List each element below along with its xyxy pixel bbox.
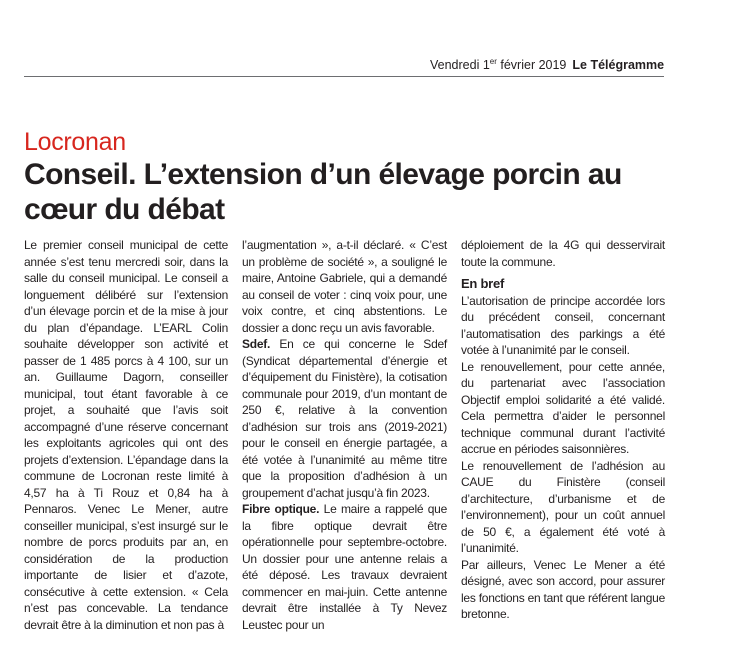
paragraph: Par ailleurs, Venec Le Mener a été désigné, avec son accord, pour assurer les fonctions en tant que référent langue bretonne.	[461, 557, 665, 621]
section-subheading: En bref	[461, 276, 505, 291]
paragraph-lead: Fibre optique.	[242, 502, 320, 516]
paragraph: Le renouvellement, pour cette année, du partenariat avec l’association Objectif emploi solidarité a été validé. Cela permettra d’aider le personnel technique communal durant l’activité accrue en périodes saisonnières.	[461, 359, 665, 456]
paragraph-lead: Sdef.	[242, 337, 271, 351]
paragraph: l’augmentation », a-t-il déclaré. « C’est un problème de société », a souligné le maire, Antoine Gabriele, qui a demandé au conseil de voter : cinq voix pour, une voix contre, et cinq abstentions. Le dossier a donc reçu un avis favorable.	[242, 238, 447, 335]
header-date: Vendredi 1er février 2019	[430, 57, 567, 73]
paragraph: Le premier conseil municipal de cette année s’est tenu mercredi soir, dans la salle du conseil municipal. Le conseil a longuement délibéré sur l’extension d’un élevage porcin et de la mise à jour du plan d’épandage. L’EARL Colin souhaite développer son activité et passer de 1 485 porcs à 4 100, sur un an. Guillaume Dagorn, conseiller municipal, tout étant favorable à ce projet, a souhaité que l’avis soit accompagné d’une réserve concernant les exploitants agricoles qui ont des projets d’extension. L’épandage dans la commune de Locronan reste limité à 4,57 ha à Ti Rouz et 0,84 ha à Pennaros. Venec Le Mener, autre conseiller municipal, s’est insurgé sur le nombre de porcs produits par an, en considération de la production importante de lisier et d’azote, consécutive à cette extension. « Cela n’est pas concevable. La tendance devrait être à la diminution et non pas à	[24, 238, 228, 632]
paragraph-sdef: Sdef. En ce qui concerne le Sdef (Syndicat départemental d’énergie et d’équipement du Finistère), la cotisation communale pour 2019, d’un montant de 250 €, relative à la convention d’adhésion sur trois ans (2019-2021) pour le conseil en énergie partagée, a été votée à l’unanimité au même titre que la proposition d’adhésion à un groupement d’achat jusqu’à fin 2023.	[242, 337, 447, 500]
paragraph: déploiement de la 4G qui desservirait toute la commune.	[461, 238, 665, 269]
paragraph: Le renouvellement de l’adhésion au CAUE du Finistère (conseil d’architecture, d’urbanisme et de l’environnement), pour un coût annuel de 50 €, a également été voté à l’unanimité.	[461, 458, 665, 555]
article-rubric: Locronan	[24, 128, 126, 156]
article-column-1	[24, 237, 228, 633]
newspaper-name: Le Télégramme	[572, 58, 665, 73]
article-headline: Conseil. L’extension d’un élevage porcin au cœur du débat	[24, 158, 622, 226]
page-header	[430, 57, 665, 73]
paragraph-fibre: Fibre optique. Le maire a rappelé que la fibre optique devrait être opérationnelle pour septembre-octobre. Un dossier pour une antenne relais a été déposé. Les travaux devraient commencer en mai-juin. Cette antenne devrait être installée à Ty Nevez Leustec pour un	[242, 502, 447, 632]
paragraph: L’autorisation de principe accordée lors du précédent conseil, concernant l’automatisation des parkings a été votée à l’unanimité par le conseil.	[461, 293, 665, 357]
article-column-3	[461, 237, 665, 623]
header-rule	[24, 76, 664, 77]
article-column-2	[242, 237, 447, 633]
